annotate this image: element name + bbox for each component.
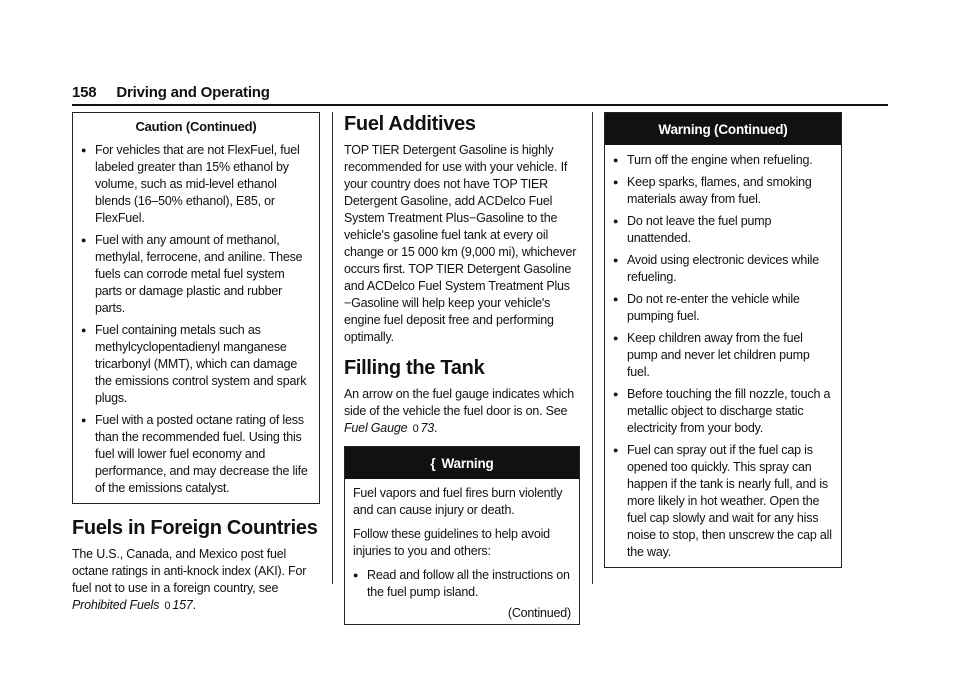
warning-icon: {: [430, 456, 436, 471]
warning-item: ● Do not leave the fuel pump unattended.: [613, 213, 835, 247]
fuel-gauge-link[interactable]: Fuel Gauge: [344, 421, 408, 435]
warning-continued-title: Warning (Continued): [605, 113, 841, 145]
prohibited-fuels-link[interactable]: Prohibited Fuels: [72, 598, 160, 612]
caution-item: ● Fuel with any amount of methanol, methylal, ferrocene, and aniline. These fuels can corrode metal fuel system parts or damage plastic and rubber parts.: [81, 232, 313, 317]
warning-list: [353, 567, 571, 601]
fuel-additives-heading: Fuel Additives: [344, 113, 476, 135]
foreign-fuels-text: The U.S., Canada, and Mexico post fuel octane ratings in anti-knock index (AKI). For fuel not to use in a foreign country, see Prohibited Fuels 0 157.: [72, 547, 307, 612]
column-3: [604, 112, 842, 568]
filling-tank-text: An arrow on the fuel gauge indicates which side of the vehicle the fuel door is on. See Fuel Gauge 0 73.: [344, 387, 574, 435]
warning-box: [344, 446, 580, 625]
filling-tank-body: An arrow on the fuel gauge indicates which side of the vehicle the fuel door is on. See: [344, 387, 574, 418]
header-rule: [72, 104, 888, 106]
caution-list: [73, 142, 319, 503]
caution-title: Caution (Continued): [135, 119, 257, 134]
column-divider-1: [332, 112, 333, 584]
warning-paragraph: Follow these guidelines to help avoid injuries to you and others:: [353, 527, 550, 558]
caution-box: [72, 112, 320, 504]
warning-item: ● Do not re-enter the vehicle while pumping fuel.: [613, 291, 835, 325]
caution-item: ● For vehicles that are not FlexFuel, fuel labeled greater than 15% ethanol by volume, such as mid-level ethanol blends (16–50% ethanol), E85, or FlexFuel.: [81, 142, 313, 227]
warning-item: ● Keep children away from the fuel pump and never let children pump fuel.: [613, 330, 835, 381]
fuel-gauge-page[interactable]: 73: [420, 421, 435, 435]
page-number: 158: [72, 84, 97, 101]
warning-item: ● Avoid using electronic devices while refueling.: [613, 252, 835, 286]
warning-paragraph: Fuel vapors and fuel fires burn violently and can cause injury or death.: [353, 486, 563, 517]
prohibited-fuels-page[interactable]: 157: [172, 598, 193, 612]
warning-item: ● Before touching the fill nozzle, touch a metallic object to discharge static electricity from your body.: [613, 386, 835, 437]
caution-item: ● Fuel with a posted octane rating of less than the recommended fuel. Using this fuel will lower fuel economy and performance, and may decrease the life of the emissions catalyst.: [81, 412, 313, 497]
warning-continued-list: [605, 145, 841, 567]
warning-item: ● Keep sparks, flames, and smoking materials away from fuel.: [613, 174, 835, 208]
foreign-fuels-heading: Fuels in Foreign Countries: [72, 517, 318, 539]
column-1: [72, 112, 320, 615]
warning-item: ● Turn off the engine when refueling.: [613, 152, 835, 169]
column-divider-2: [592, 112, 593, 584]
fuel-additives-text: TOP TIER Detergent Gasoline is highly recommended for use with your vehicle. If your country does not have TOP TIER Detergent Gasoline, add ACDelco Fuel System Treatment Plus−Gasoline to the vehicle's gasoline fuel tank at every oil change or 15 000 km (9,000 mi), whichever occurs first. TOP TIER Detergent Gasoline and ACDelco Fuel System Treatment Plus −Gasoline will help keep your vehicle's engine fuel deposit free and performing optimally.: [344, 143, 577, 344]
continued-label: (Continued): [507, 606, 571, 620]
warning-title-bar: [345, 447, 579, 479]
caution-item: ● Fuel containing metals such as methylcyclopentadienyl manganese tricarbonyl (MMT), which can damage the emissions control system and spark plugs.: [81, 322, 313, 407]
section-title: Driving and Operating: [116, 84, 270, 101]
warning-body: [345, 479, 579, 605]
filling-tank-heading: Filling the Tank: [344, 357, 485, 379]
warning-title: Warning: [441, 456, 494, 471]
page-ref-icon: 0: [412, 423, 419, 435]
warning-continued-box: [604, 112, 842, 568]
warning-item: ● Fuel can spray out if the fuel cap is opened too quickly. This spray can happen if the tank is nearly full, and is more likely in hot weather. Open the fuel cap slowly and wait for any hiss noise to stop, then unscrew the cap all the way.: [613, 442, 835, 561]
page-ref-icon: 0: [164, 600, 171, 612]
column-2: [344, 112, 580, 625]
foreign-fuels-body: The U.S., Canada, and Mexico post fuel octane ratings in anti-knock index (AKI). For fuel not to use in a foreign country, see: [72, 547, 307, 595]
warning-item: ● Read and follow all the instructions on the fuel pump island.: [353, 567, 571, 601]
page-header: [72, 84, 888, 106]
